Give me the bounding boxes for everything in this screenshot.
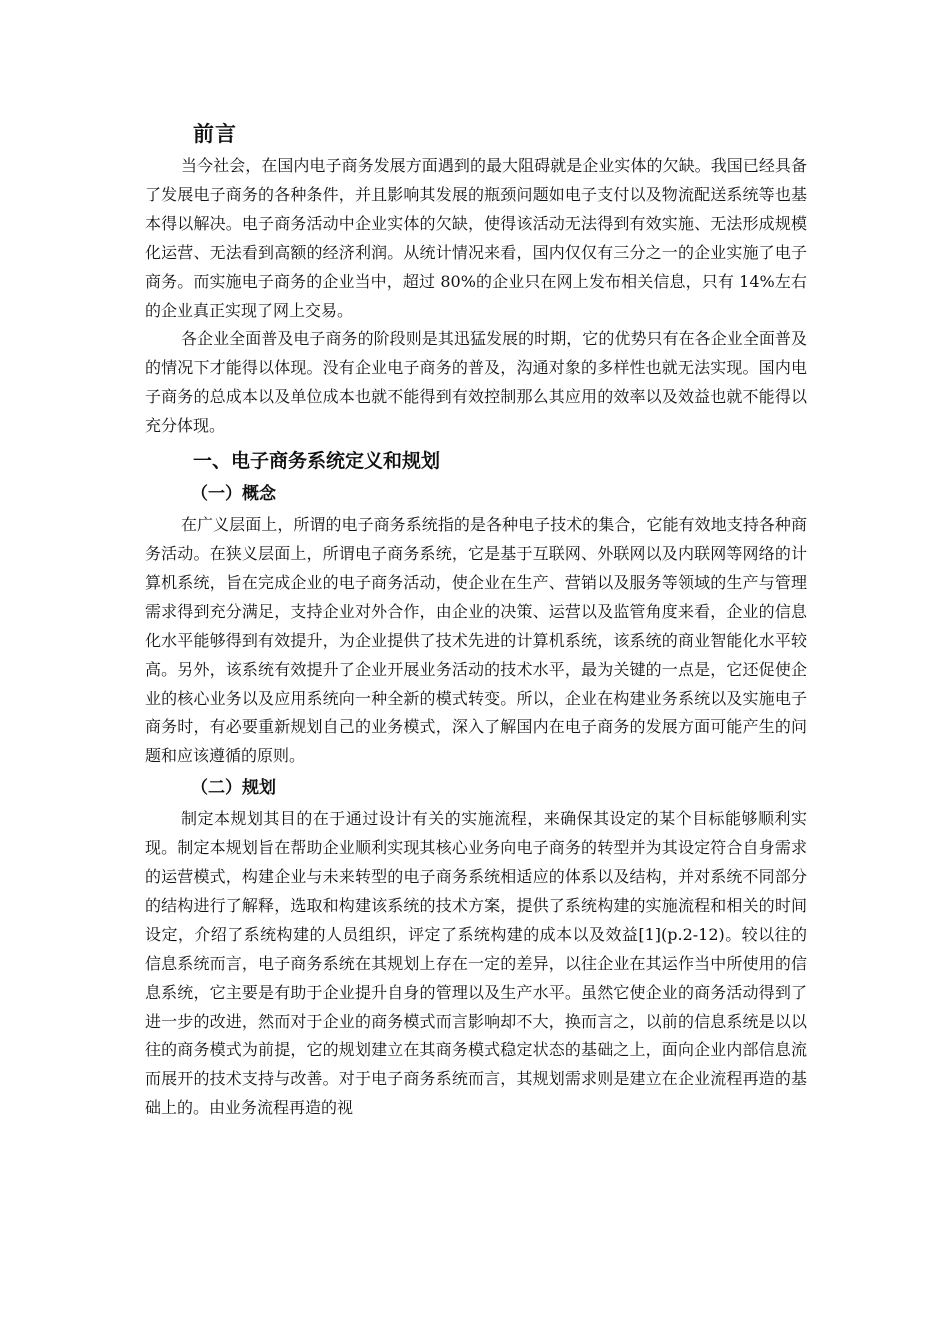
preface-title: 前言 (193, 122, 237, 146)
subsection-2-title: （二）规划 (191, 778, 276, 799)
subsection-1-title: （一）概念 (191, 484, 276, 505)
section-1-title: 一、电子商务系统定义和规划 (193, 450, 441, 473)
subsection-2-paragraph: 制定本规划其目的在于通过设计有关的实施流程，来确保其设定的某个目标能够顺利实现。制定本规划旨在帮助企业顺利实现其核心业务向电子商务的转型并为其设定符合自身需求的运营模式，构建企业与未来转型的电子商务系统相适应的体系以及结构，并对系统不同部分的结构进行了解释，选取和构建该系统的技术方案，提供了系统构建的实施流程和相关的时间设定，介绍了系统构建的人员组织，评定了系统构建的成本以及效益[1](p.2-12)。较以往的信息系统而言，电子商务系统在其规划上存在一定的差异，以往企业在其运作当中所使用的信息系统，它主要是有助于企业提升自身的管理以及生产水平。虽然它使企业的商务活动得到了进一步的改进，然而对于企业的商务模式而言影响却不大，换而言之，以前的信息系统是以以往的商务模式为前提，它的规划建立在其商务模式稳定状态的基础之上，面向企业内部信息流而展开的技术支持与改善。对于电子商务系统而言，其规划需求则是建立在企业流程再造的基础上的。由业务流程再造的视 (145, 809, 807, 1118)
document-body (145, 118, 807, 1123)
preface-paragraph-2: 各企业全面普及电子商务的阶段则是其迅猛发展的时期，它的优势只有在各企业全面普及的情况下才能得以体现。没有企业电子商务的普及，沟通对象的多样性也就无法实现。国内电子商务的总成本以及单位成本也就不能得到有效控制那么其应用的效率以及效益也就不能得以充分体现。 (145, 329, 807, 436)
subsection-1-paragraph: 在广义层面上，所谓的电子商务系统指的是各种电子技术的集合，它能有效地支持各种商务活动。在狭义层面上，所谓电子商务系统，它是基于互联网、外联网以及内联网等网络的计算机系统，旨在完成企业的电子商务活动，使企业在生产、营销以及服务等领域的生产与管理需求得到充分满足，支持企业对外合作，由企业的决策、运营以及监管角度来看，企业的信息化水平能够得到有效提升，为企业提供了技术先进的计算机系统，该系统的商业智能化水平较高。另外，该系统有效提升了企业开展业务活动的技术水平，最为关键的一点是，它还促使企业的核心业务以及应用系统向一种全新的模式转变。所以，企业在构建业务系统以及实施电子商务时，有必要重新规划自己的业务模式，深入了解国内在电子商务的发展方面可能产生的问题和应该遵循的原则。 (145, 515, 807, 766)
preface-paragraph-1: 当今社会，在国内电子商务发展方面遇到的最大阻碍就是企业实体的欠缺。我国已经具备了发展电子商务的各种条件，并且影响其发展的瓶颈问题如电子支付以及物流配送系统等也基本得以解决。电子商务活动中企业实体的欠缺，使得该活动无法得到有效实施、无法形成规模化运营、无法看到高额的经济利润。从统计情况来看，国内仅仅有三分之一的企业实施了电子商务。而实施电子商务的企业当中，超过 80%的企业只在网上发布相关信息，只有 14%左右的企业真正实现了网上交易。 (145, 156, 807, 320)
